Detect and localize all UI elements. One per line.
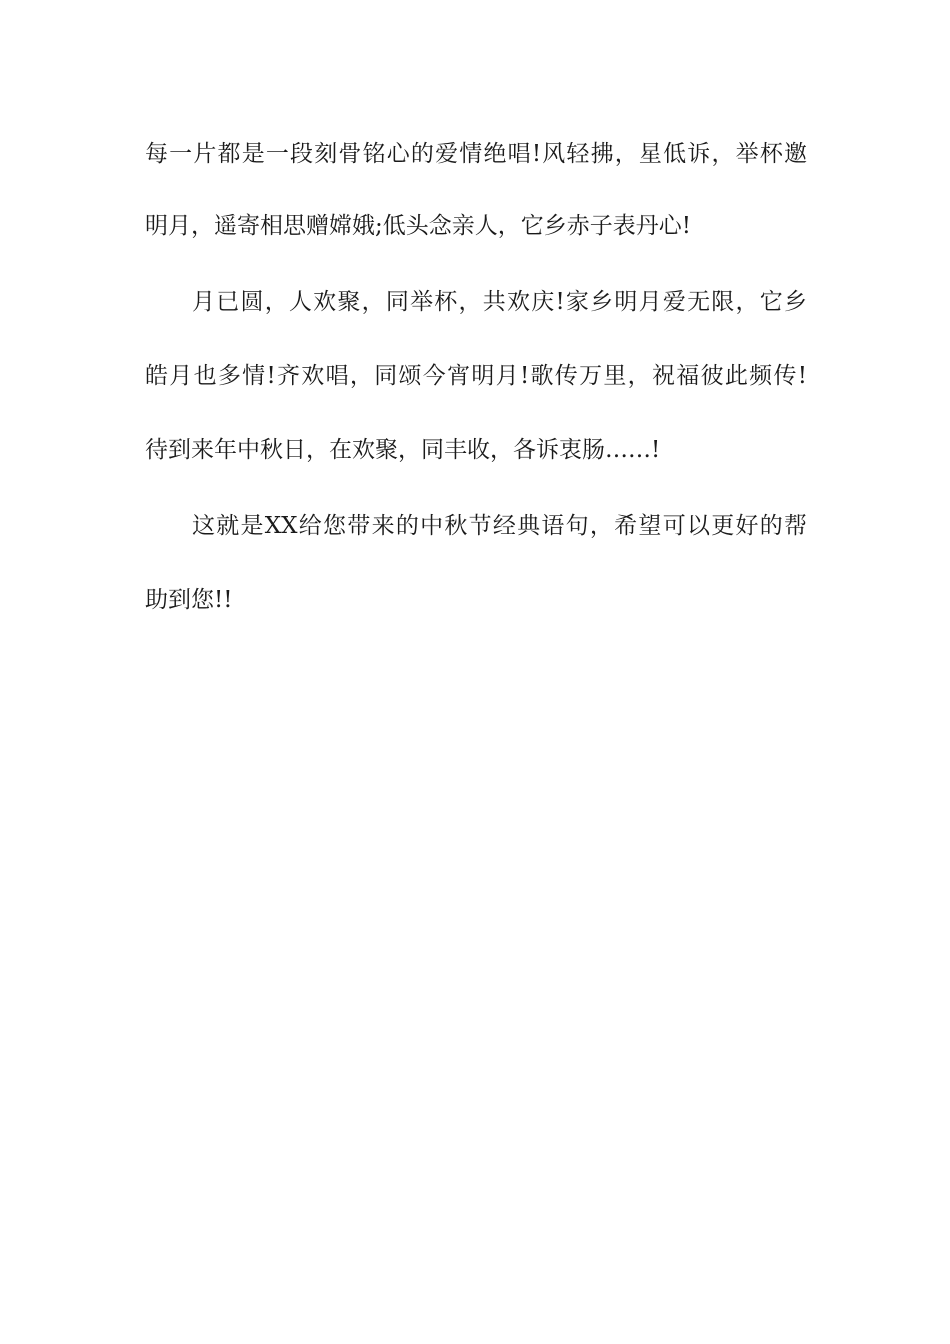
paragraph-line: 待到来年中秋日，在欢聚，同丰收，各诉衷肠……! (145, 437, 661, 463)
paragraph-line: 助到您!! (145, 587, 233, 613)
paragraph-line: 明月，遥寄相思赠嫦娥;低头念亲人，它乡赤子表丹心! (145, 213, 691, 239)
paragraph-line: 这就是XX给您带来的中秋节经典语句，希望可以更好的帮 (192, 513, 807, 539)
paragraph-line: 月已圆，人欢聚，同举杯，共欢庆!家乡明月爱无限，它乡 (192, 289, 807, 315)
paragraph-line: 皓月也多情!齐欢唱，同颂今宵明月!歌传万里，祝福彼此频传! (145, 363, 807, 389)
paragraph-line: 每一片都是一段刻骨铭心的爱情绝唱!风轻拂，星低诉，举杯邀 (145, 141, 807, 167)
